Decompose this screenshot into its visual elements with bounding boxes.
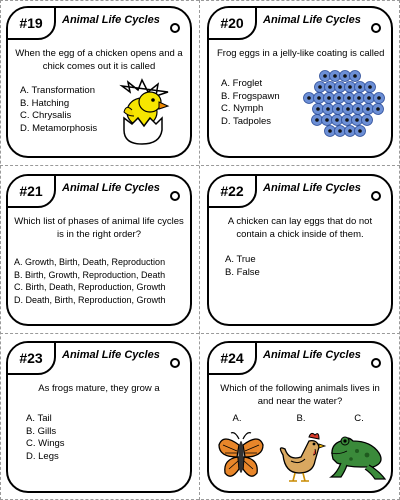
frog-egg-embryo (316, 107, 320, 111)
card-title: Animal Life Cycles (62, 14, 160, 26)
hole-punch-icon (371, 358, 381, 368)
option-c: C. Nymph (221, 103, 264, 114)
answer-options (26, 413, 65, 463)
answer-options (221, 78, 280, 128)
option-c: C. Birth, Death, Reproduction, Growth (14, 282, 166, 292)
option-b: B. Gills (26, 425, 57, 437)
task-card-22 (207, 174, 393, 326)
cut-line-left (0, 0, 1, 500)
card-question: As frogs mature, they grow a (38, 383, 160, 394)
frog-egg-embryo (377, 96, 381, 100)
card-title: Animal Life Cycles (62, 349, 160, 361)
choice-label-c: C. (354, 413, 364, 424)
choice-label-a: A. (232, 413, 242, 424)
frog-egg-embryo (337, 96, 341, 100)
task-card-21 (6, 174, 192, 326)
frog-egg-embryo (348, 85, 352, 89)
frog-egg-embryo (315, 118, 319, 122)
frog-egg-embryo (325, 118, 329, 122)
card-question: Which of the following animals lives in and near the water? (220, 383, 380, 407)
frog-egg-embryo (356, 107, 360, 111)
option-a: A. Transformation (20, 85, 95, 96)
task-card-19 (6, 6, 192, 158)
frog-egg-embryo (323, 74, 327, 78)
option-d: D. Tadpoles (221, 115, 271, 127)
card-title: Animal Life Cycles (263, 182, 361, 194)
option-b: B. False (225, 266, 260, 278)
frog-egg-embryo (307, 96, 311, 100)
cut-line-row2 (0, 333, 400, 334)
card-number: #23 (6, 341, 56, 375)
option-a: A. Froglet (221, 78, 263, 89)
card-title: Animal Life Cycles (263, 349, 361, 361)
task-card-23 (6, 341, 192, 493)
option-d: D. Death, Birth, Reproduction, Growth (14, 294, 166, 305)
frog-egg-embryo (367, 96, 371, 100)
frog-egg-embryo (357, 96, 361, 100)
card-number: #22 (207, 174, 257, 208)
frog-egg-embryo (353, 74, 357, 78)
frog-egg-embryo (326, 107, 330, 111)
card-number: #20 (207, 6, 257, 40)
frog-egg-embryo (358, 129, 362, 133)
cut-line-row1 (0, 165, 400, 166)
option-a: A. True (225, 254, 256, 265)
option-b: B. Birth, Growth, Reproduction, Death (14, 269, 166, 280)
frog-egg-embryo (318, 85, 322, 89)
card-number: #24 (207, 341, 257, 375)
frog-egg-embryo (347, 96, 351, 100)
choice-label-b: B. (296, 413, 306, 424)
frog-egg-embryo (345, 118, 349, 122)
frog-egg-embryo (358, 85, 362, 89)
hole-punch-icon (170, 358, 180, 368)
cut-line-middle (199, 0, 200, 500)
card-number: #21 (6, 174, 56, 208)
frog-egg-embryo (328, 129, 332, 133)
frog-egg-embryo (368, 85, 372, 89)
cut-line-top (0, 0, 400, 1)
answer-options (14, 256, 166, 306)
frog-egg-embryo (343, 74, 347, 78)
option-b: B. Hatching (20, 97, 70, 109)
frog-egg-embryo (338, 85, 342, 89)
task-card-20 (207, 6, 393, 158)
hole-punch-icon (170, 23, 180, 33)
frog-egg-embryo (366, 107, 370, 111)
option-d: D. Legs (26, 450, 59, 462)
hatching-chick-icon (112, 78, 178, 148)
option-b: B. Frogspawn (221, 90, 280, 102)
card-title: Animal Life Cycles (62, 182, 160, 194)
frog-egg-embryo (335, 118, 339, 122)
card-question: Which list of phases of animal life cycles is in the right order? (14, 216, 184, 240)
hole-punch-icon (371, 23, 381, 33)
hen-icon (275, 431, 327, 483)
frog-egg-embryo (327, 96, 331, 100)
task-card-24 (207, 341, 393, 493)
card-title: Animal Life Cycles (263, 14, 361, 26)
frog-egg-embryo (376, 107, 380, 111)
hole-punch-icon (170, 191, 180, 201)
frog-egg-embryo (346, 107, 350, 111)
option-a: A. Growth, Birth, Death, Reproduction (14, 257, 166, 267)
card-question: Frog eggs in a jelly-like coating is called (217, 48, 385, 59)
option-c: C. Chrysalis (20, 110, 72, 121)
option-a: A. Tail (26, 413, 52, 424)
hole-punch-icon (371, 191, 381, 201)
frog-egg-embryo (365, 118, 369, 122)
answer-options (225, 254, 260, 279)
option-c: C. Wings (26, 438, 65, 449)
frog-egg-embryo (336, 107, 340, 111)
frogspawn-icon (295, 68, 391, 140)
card-question: When the egg of a chicken opens and a chick comes out it is called (15, 48, 183, 72)
butterfly-icon (217, 431, 265, 483)
option-d: D. Metamorphosis (20, 122, 98, 134)
frog-egg-embryo (333, 74, 337, 78)
frog-egg-embryo (355, 118, 359, 122)
frog-egg-embryo (328, 85, 332, 89)
frog-egg-embryo (348, 129, 352, 133)
answer-options (20, 85, 97, 135)
frog-egg-embryo (317, 96, 321, 100)
frog-icon (327, 433, 389, 481)
card-question: A chicken can lay eggs that do not contain a chick inside of them. (227, 216, 373, 240)
frog-egg-embryo (338, 129, 342, 133)
card-number: #19 (6, 6, 56, 40)
